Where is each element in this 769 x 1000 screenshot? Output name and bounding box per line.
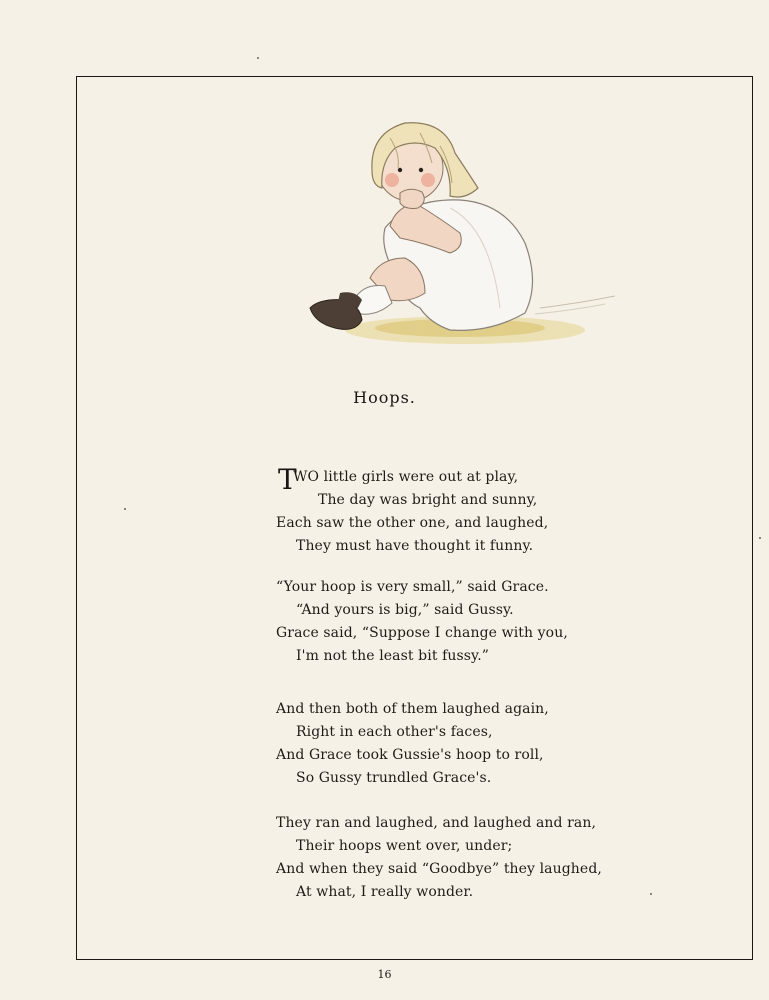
- poem-line: And when they said “Goodbye” they laughed,: [276, 861, 602, 877]
- poem-line: And Grace took Gussie's hoop to roll,: [276, 747, 544, 763]
- paper-speck: [650, 893, 652, 895]
- paper-speck: [124, 508, 126, 510]
- poem-line: They must have thought it funny.: [296, 538, 534, 554]
- paper-speck: [759, 537, 761, 539]
- stanza: [276, 698, 602, 790]
- drop-cap: T: [278, 463, 297, 496]
- poem-title: Hoops.: [353, 388, 416, 407]
- poem-line: So Gussy trundled Grace's.: [296, 770, 492, 786]
- stanza: [276, 463, 602, 558]
- poem-line-text: WO little girls were out at play,: [293, 469, 519, 485]
- poem-line: The day was bright and sunny,: [318, 492, 538, 508]
- poem-line: “Your hoop is very small,” said Grace.: [276, 579, 549, 595]
- poem-line: “And yours is big,” said Gussy.: [296, 602, 514, 618]
- poem-line: Each saw the other one, and laughed,: [276, 515, 549, 531]
- poem-body: [276, 463, 602, 922]
- poem-line: And then both of them laughed again,: [276, 701, 549, 717]
- poem-line: Their hoops went over, under;: [296, 838, 513, 854]
- poem-line: [276, 463, 602, 496]
- poem-line: I'm not the least bit fussy.”: [296, 648, 490, 664]
- page-number: 16: [377, 968, 392, 981]
- poem-line: Right in each other's faces,: [296, 724, 493, 740]
- stanza: [276, 576, 602, 668]
- poem-line: At what, I really wonder.: [296, 884, 474, 900]
- paper-speck: [257, 57, 259, 59]
- poem-line: Grace said, “Suppose I change with you,: [276, 625, 568, 641]
- child-illustration: [300, 108, 620, 348]
- stanza: [276, 812, 602, 904]
- poem-line: They ran and laughed, and laughed and ran,: [276, 815, 597, 831]
